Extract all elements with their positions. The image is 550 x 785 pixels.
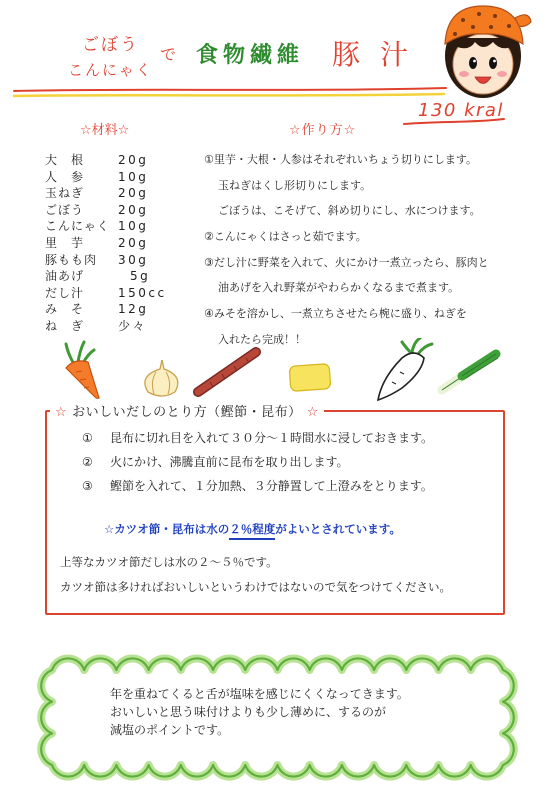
ingredient-name: 油あげ xyxy=(45,269,85,284)
avatar-eye-right xyxy=(489,57,497,69)
ingredient-name: み そ xyxy=(45,302,85,317)
avatar-eye-highlight xyxy=(473,60,476,63)
vegetable-illustrations xyxy=(0,338,550,402)
dashi-tip-after: がよいとされています。 xyxy=(275,522,401,536)
ingredient-amount: 20g xyxy=(118,153,149,167)
ingredient-row xyxy=(45,285,167,302)
advice-line: 減塩のポイントです。 xyxy=(110,723,230,737)
girl-avatar-icon xyxy=(435,0,535,105)
ingredient-row xyxy=(45,152,167,169)
ingredient-amount: 20g xyxy=(118,186,149,201)
ingredient-name: 里 芋 xyxy=(45,235,85,250)
ingredient-amount: 12g xyxy=(118,302,149,317)
method-line: ごぼうは、こそげて、斜め切りにし、水につけます。 xyxy=(218,204,481,218)
dashi-notes xyxy=(60,550,451,600)
salt-reduction-advice xyxy=(110,685,409,739)
title-dietary-fiber: 食物繊維 xyxy=(196,43,305,68)
ingredient-amount: 20g xyxy=(118,235,149,250)
burdock-icon xyxy=(198,352,256,392)
method-line: 油あげを入れ野菜がやわらかくなるまで煮ます。 xyxy=(218,281,460,295)
dashi-tip xyxy=(104,521,401,537)
dashi-step-text: 昆布に切れ目を入れて３０分～１時間水に浸しておきます。 xyxy=(110,431,434,445)
dashi-step xyxy=(82,426,433,450)
dashi-step-text: 火にかけ、沸騰直前に昆布を取り出します。 xyxy=(110,455,349,469)
ingredient-row xyxy=(45,169,167,186)
ingredient-name: 豚もも肉 xyxy=(45,252,98,267)
dashi-step xyxy=(82,474,433,498)
method-line: ①里芋・大根・人参はそれぞれいちょう切りにします。 xyxy=(204,153,477,166)
ingredient-amount: 5g xyxy=(130,269,151,284)
ingredient-row xyxy=(45,218,167,235)
avatar-cheek-right xyxy=(497,71,507,77)
ingredient-row xyxy=(45,235,167,252)
ingredient-name: 玉ねぎ xyxy=(45,186,85,201)
ingredient-name: ごぼう xyxy=(45,202,85,217)
ingredient-row xyxy=(45,268,167,285)
dashi-title xyxy=(50,401,324,420)
title-de: で xyxy=(160,45,177,64)
method-line: ③だし汁に野菜を入れて、火にかけ一煮立ったら、豚肉と xyxy=(204,255,489,269)
method-steps xyxy=(204,147,489,353)
star-icon: ☆ xyxy=(55,405,68,420)
dashi-tip-before: ☆カツオ節・昆布は水の xyxy=(104,522,230,536)
daikon-icon xyxy=(378,338,432,400)
ingredient-amount: 少々 xyxy=(118,318,148,333)
advice-line: 年を重ねてくると舌が塩味を感じにくくなってきます。 xyxy=(110,687,409,701)
dashi-step-text: 鰹節を入れて、１分加熱、３分静置して上澄みをとります。 xyxy=(110,479,433,493)
ingredients-heading: ☆材料☆ xyxy=(80,123,130,138)
ingredients-list xyxy=(45,152,167,335)
dashi-note: 上等なカツオ節だしは水の２～５％です。 xyxy=(60,555,278,569)
ingredient-row xyxy=(45,202,167,219)
carrot-icon xyxy=(66,342,99,398)
dashi-step-number: ① xyxy=(82,431,93,445)
ingredient-name: 大 根 xyxy=(45,153,85,167)
star-icon: ☆ xyxy=(306,405,319,420)
ingredient-amount: 20g xyxy=(118,202,149,217)
avatar-eye-highlight xyxy=(493,60,496,63)
method-line: 玉ねぎはくし形切りにします。 xyxy=(218,178,372,192)
ingredient-row xyxy=(45,318,167,335)
avatar-cheek-left xyxy=(459,71,469,77)
title-dish-name: 豚汁 xyxy=(332,38,429,71)
title-konnyaku: こんにゃく xyxy=(68,61,153,79)
method-heading: ☆作り方☆ xyxy=(289,123,357,138)
ingredient-row xyxy=(45,185,167,202)
dashi-step-number: ③ xyxy=(82,479,93,493)
onion-icon xyxy=(145,360,178,396)
advice-line: おいしいと思う味付けよりも少し薄めに、するのが xyxy=(110,705,387,719)
dashi-title-text: おいしいだしのとり方（鰹節・昆布） xyxy=(72,405,302,420)
ingredient-amount: 10g xyxy=(118,219,149,234)
ingredient-row xyxy=(45,301,167,318)
ingredient-name: だし汁 xyxy=(45,285,85,300)
ingredient-name: 人 参 xyxy=(45,169,85,184)
avatar-eye-left xyxy=(469,57,477,69)
avatar-bangs xyxy=(455,38,513,48)
ingredient-row xyxy=(45,252,167,269)
method-line: 入れたら完成！！ xyxy=(218,332,306,346)
ingredient-name: こんにゃく xyxy=(45,219,110,234)
aburaage-icon xyxy=(289,364,331,392)
dashi-step-number: ② xyxy=(82,455,93,469)
calories-label: 130 kral xyxy=(418,100,504,121)
title-gobou: ごぼう xyxy=(82,35,139,55)
dashi-note: カツオ節は多ければおいしいというわけではないので気をつけてください。 xyxy=(60,580,451,594)
method-line: ②こんにゃくはさっと茹でます。 xyxy=(204,230,367,244)
dashi-steps xyxy=(82,426,433,498)
dashi-step xyxy=(82,450,433,474)
ingredient-amount: 150cc xyxy=(118,285,167,300)
ingredient-name: ね ぎ xyxy=(45,318,85,333)
ingredient-amount: 30g xyxy=(118,252,149,267)
green-onion-icon xyxy=(442,354,498,390)
ingredient-amount: 10g xyxy=(118,169,149,184)
title-underline-red xyxy=(14,88,446,91)
method-line: ④みそを溶かし、一煮立ちさせたら椀に盛り、ねぎを xyxy=(204,307,467,321)
dashi-tip-highlight: ２％程度 xyxy=(229,522,275,540)
title-underline-yellow xyxy=(14,94,444,96)
